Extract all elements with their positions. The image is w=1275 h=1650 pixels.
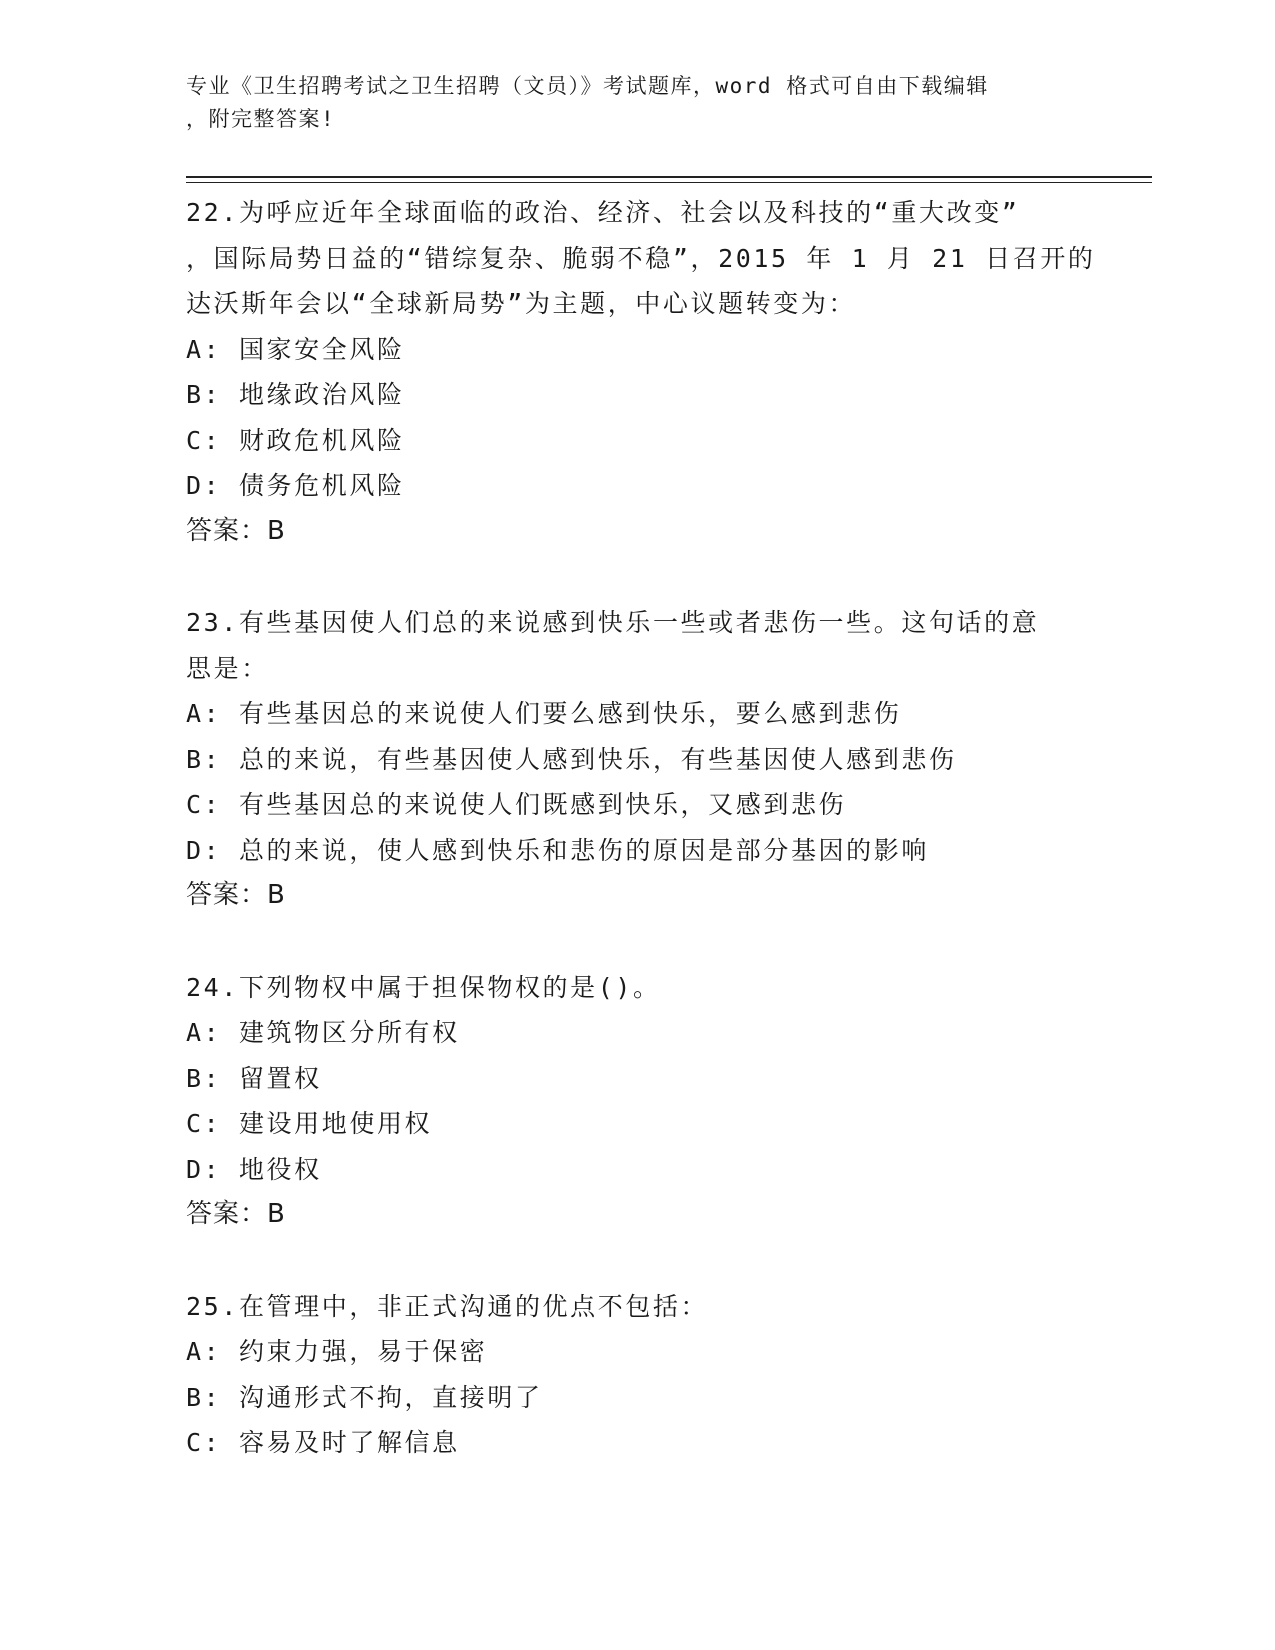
option-d: D: 债务危机风险 <box>186 471 405 500</box>
question-text-line: 达沃斯年会以“全球新局势”为主题，中心议题转变为： <box>186 289 857 318</box>
option-a: A: 国家安全风险 <box>186 334 405 364</box>
question-22 <box>186 190 1126 554</box>
question-text-line: 思是： <box>186 653 269 683</box>
question-23 <box>186 600 1126 919</box>
answer-line: 答案：B <box>186 880 286 910</box>
question-text-line: 23.有些基因使人们总的来说感到快乐一些或者悲伤一些。这句话的意 <box>186 608 1040 637</box>
question-text-line: ，国际局势日益的“错综复杂、脆弱不稳”，2015 年 1 月 21 日召开的 <box>186 243 1096 273</box>
header-divider-thin <box>186 182 1152 183</box>
option-a: A: 约束力强，易于保密 <box>186 1337 488 1366</box>
answer-line: 答案：B <box>186 1199 286 1229</box>
question-25 <box>186 1284 1126 1466</box>
option-a: A: 建筑物区分所有权 <box>186 1018 460 1047</box>
option-b: B: 留置权 <box>186 1063 322 1093</box>
header-divider-thick <box>186 176 1152 178</box>
option-b: B: 总的来说，有些基因使人感到快乐，有些基因使人感到悲伤 <box>186 744 957 774</box>
option-b: B: 沟通形式不拘，直接明了 <box>186 1382 543 1412</box>
question-list <box>186 190 1126 1512</box>
option-d: D: 总的来说，使人感到快乐和悲伤的原因是部分基因的影响 <box>186 835 929 865</box>
document-header <box>186 70 1086 136</box>
question-text-line: 24.下列物权中属于担保物权的是()。 <box>186 972 661 1002</box>
question-24 <box>186 965 1126 1238</box>
option-a: A: 有些基因总的来说使人们要么感到快乐，要么感到悲伤 <box>186 699 902 728</box>
header-line-1: 专业《卫生招聘考试之卫生招聘（文员）》考试题库，word 格式可自由下载编辑 <box>186 74 989 98</box>
question-text-line: 25.在管理中，非正式沟通的优点不包括： <box>186 1291 709 1321</box>
option-c: C: 财政危机风险 <box>186 425 405 455</box>
option-c: C: 建设用地使用权 <box>186 1109 433 1138</box>
header-line-2: ，附完整答案! <box>186 107 336 131</box>
option-c: C: 容易及时了解信息 <box>186 1428 460 1457</box>
question-text-line: 22.为呼应近年全球面临的政治、经济、社会以及科技的“重大改变” <box>186 198 1020 227</box>
answer-line: 答案：B <box>186 515 286 546</box>
option-b: B: 地缘政治风险 <box>186 380 405 409</box>
option-c: C: 有些基因总的来说使人们既感到快乐，又感到悲伤 <box>186 790 847 819</box>
option-d: D: 地役权 <box>186 1154 322 1184</box>
